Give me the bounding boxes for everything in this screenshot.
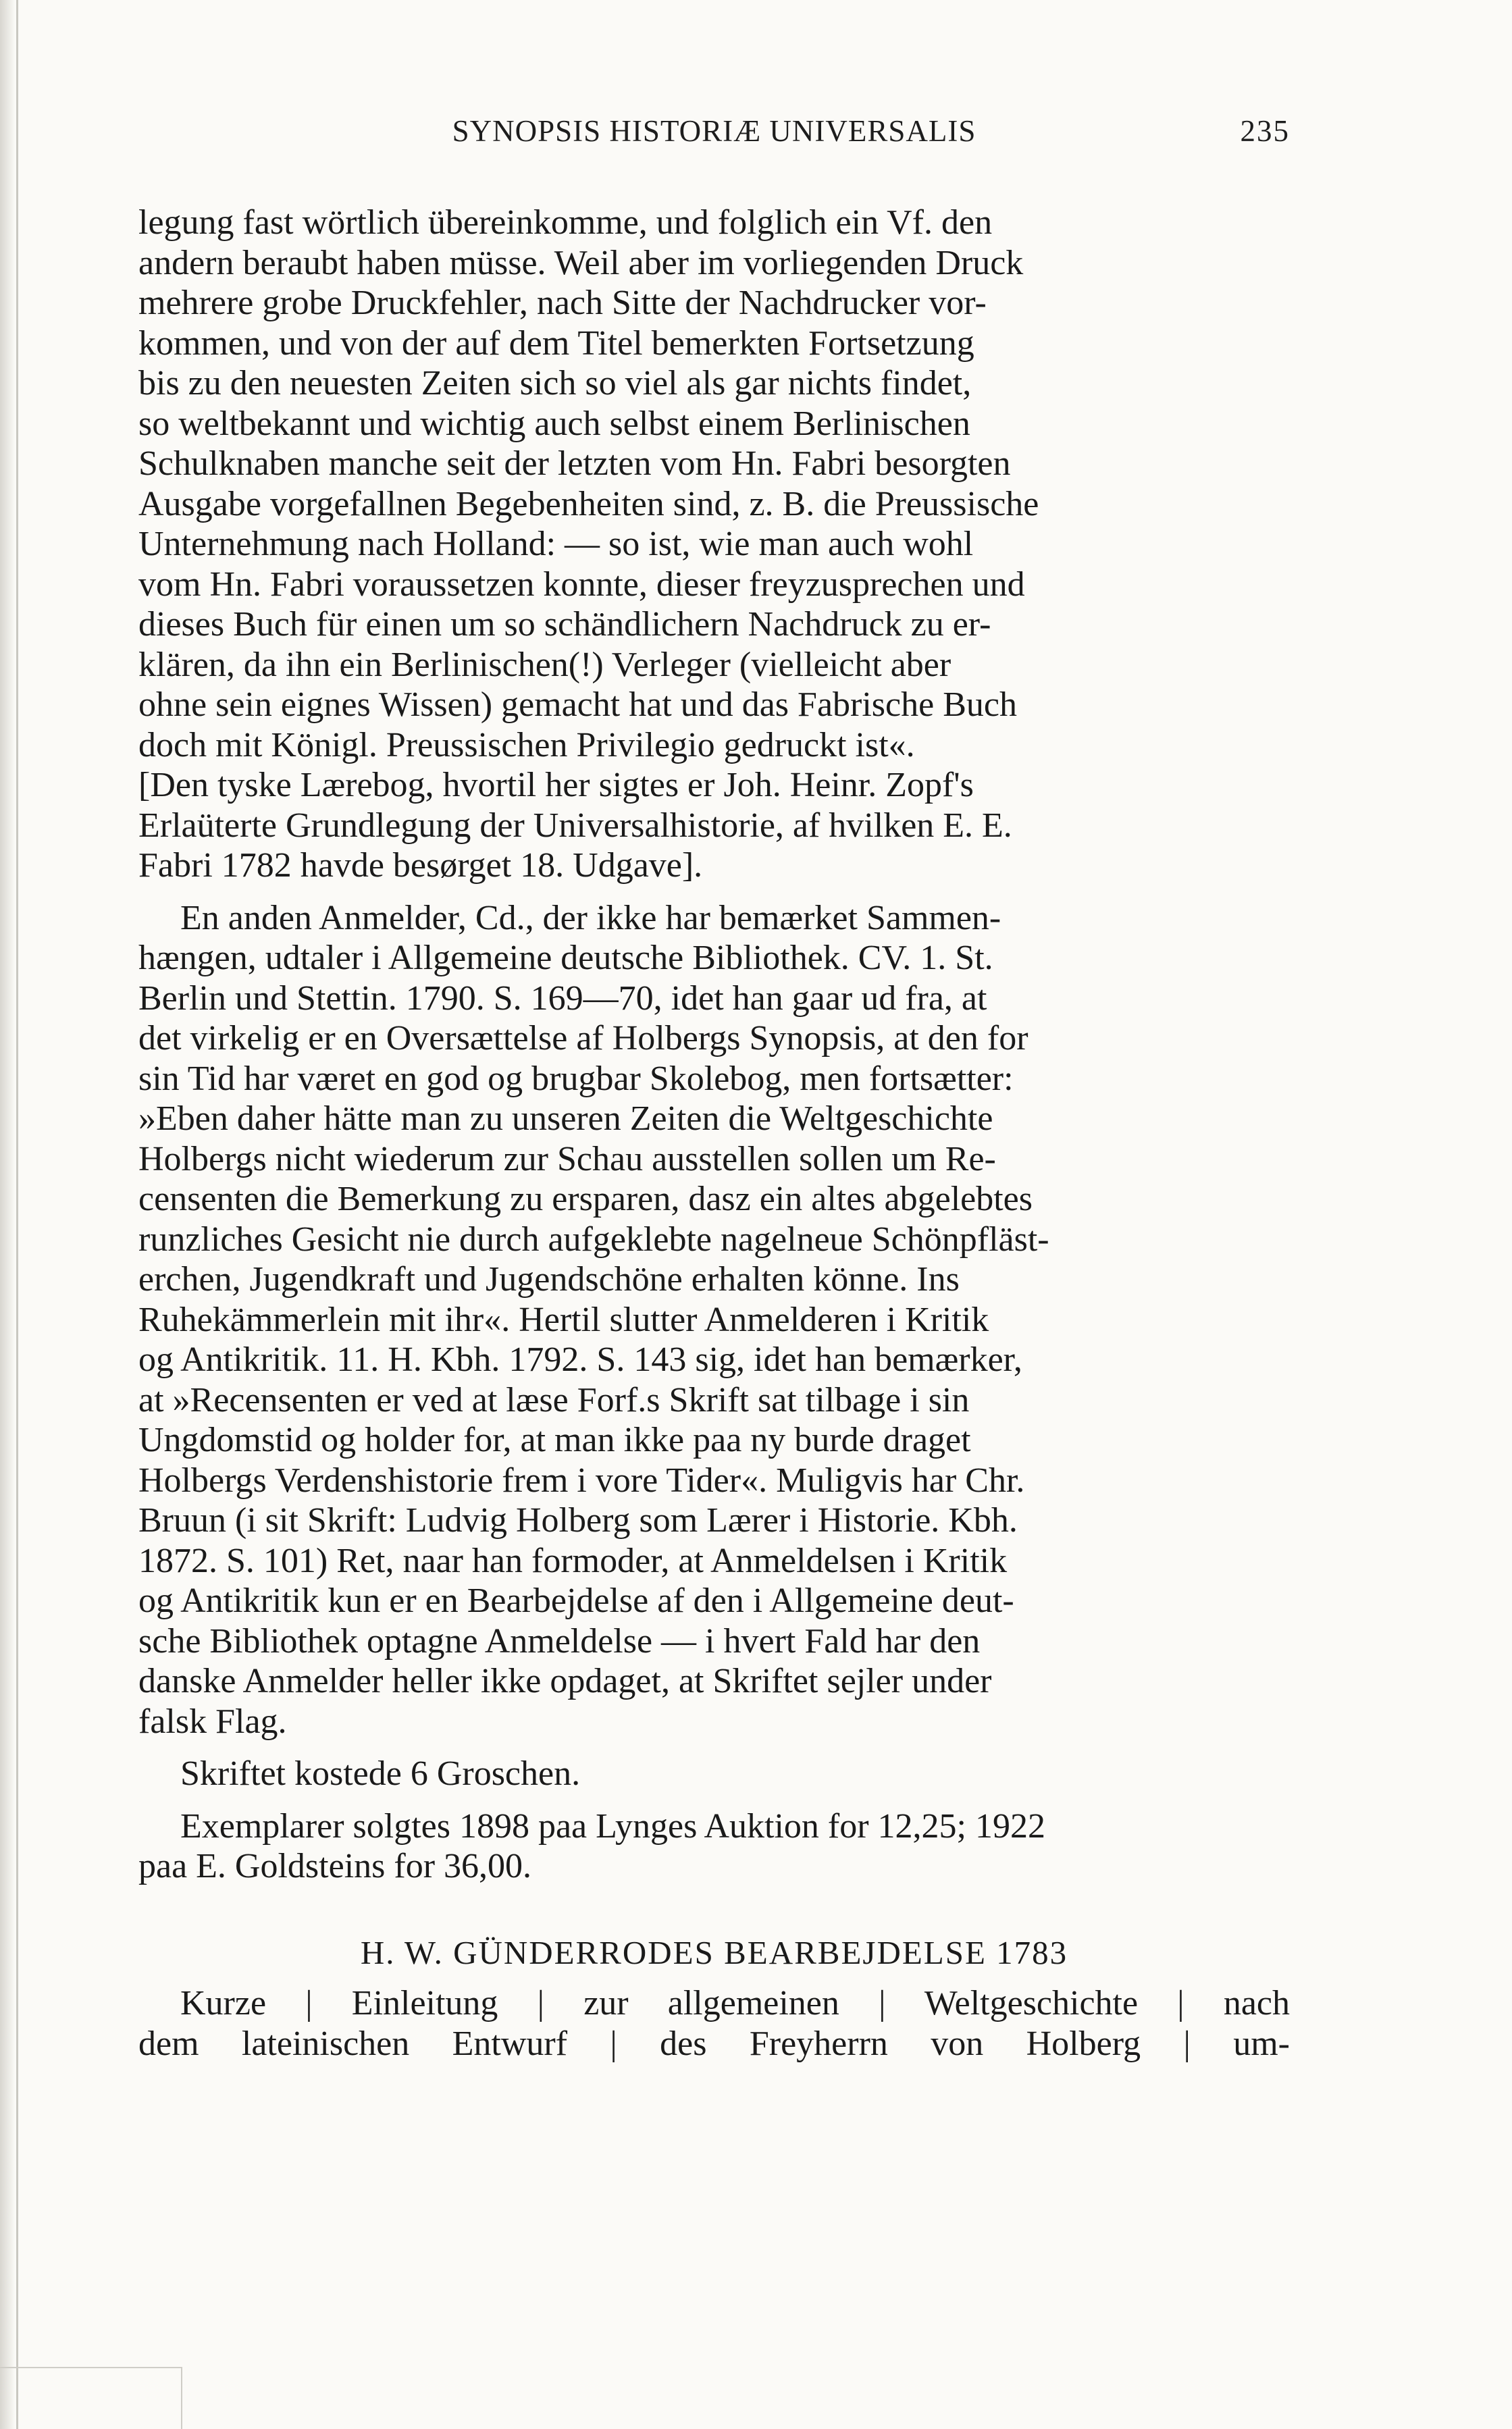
text-line: sin Tid har været en god og brugbar Skolebog, men fortsætter: [138, 1059, 1014, 1098]
text-line: Berlin und Stettin. 1790. S. 169—70, idet han gaar ud fra, at [138, 978, 987, 1018]
text-line: so weltbekannt und wichtig auch selbst einem Berlinischen [138, 404, 970, 443]
text-line: Ungdomstid og holder for, at man ikke paa ny burde draget [138, 1421, 971, 1459]
text-line: klären, da ihn ein Berlinischen(!) Verleger (vielleicht aber [138, 645, 951, 684]
section-heading: H. W. GÜNDERRODES BEARBEJDELSE 1783 [360, 1933, 1068, 1971]
text-line: [Den tyske Lærebog, hvortil her sigtes er Joh. Heinr. Zopf's [138, 766, 974, 804]
text-line: Holbergs nicht wiederum zur Schau ausstellen sollen um Re- [138, 1139, 996, 1178]
text-line: og Antikritik kun er en Bearbejdelse af den i Allgemeine deut- [138, 1582, 1014, 1620]
text-line: 1872. S. 101) Ret, naar han formoder, at Anmeldelsen i Kritik [138, 1541, 1008, 1580]
text-line: doch mit Königl. Preussischen Privilegio gedruckt ist«. [138, 725, 915, 764]
text-line: Skriftet kostede 6 Groschen. [180, 1754, 581, 1793]
text-line: Schulknaben manche seit der letzten vom Hn. Fabri besorgten [138, 444, 1011, 483]
text-line: legung fast wörtlich übereinkomme, und folglich ein Vf. den [138, 203, 993, 242]
text-line: censenten die Bemerkung zu ersparen, dasz ein altes abgelebtes [138, 1180, 1033, 1218]
text-line: at »Recensenten er ved at læse Forf.s Skrift sat tilbage i sin [138, 1380, 970, 1419]
text-line: ohne sein eignes Wissen) gemacht hat und das Fabrische Buch [138, 685, 1017, 724]
text-line: Bruun (i sit Skrift: Ludvig Holberg som Lærer i Historie. Kbh. [138, 1501, 1018, 1540]
text-line: falsk Flag. [138, 1702, 287, 1741]
text-line: dieses Buch für einen um so schändlichern Nachdruck zu er- [138, 605, 991, 644]
text-line: »Eben daher hätte man zu unseren Zeiten die Weltgeschichte [138, 1099, 993, 1138]
text-line: mehrere grobe Druckfehler, nach Sitte der Nachdrucker vor- [138, 284, 987, 322]
binding-edge [0, 0, 15, 2429]
text-line: danske Anmelder heller ikke opdaget, at Skriftet sejler under [138, 1662, 992, 1700]
text-line: Unternehmung nach Holland: — so ist, wie man auch wohl [138, 525, 974, 563]
paragraph-zopf-review [138, 203, 1290, 886]
text-line: paa E. Goldsteins for 36,00. [138, 1847, 532, 1885]
running-head [138, 113, 1290, 161]
text-line: Fabri 1782 havde besørget 18. Udgave]. [138, 846, 703, 885]
paragraph-price [138, 1754, 1290, 1794]
page-number: 235 [1240, 114, 1290, 148]
paragraph-second-reviewer [138, 898, 1290, 1742]
text-line: andern beraubt haben müsse. Weil aber im vorliegenden Druck [138, 243, 1024, 282]
text-line: Kurze | Einleitung | zur allgemeinen | Weltgeschichte | nach [180, 1984, 1290, 2022]
text-line: Exemplarer solgtes 1898 paa Lynges Auktion for 12,25; 1922 [180, 1806, 1046, 1846]
running-title: SYNOPSIS HISTORIÆ UNIVERSALIS [452, 114, 976, 148]
text-line: erchen, Jugendkraft und Jugendschöne erhalten könne. Ins [138, 1260, 960, 1299]
paragraph-title-description [138, 1983, 1290, 2064]
text-line: Ausgabe vorgefallnen Begebenheiten sind, z. B. die Preussische [138, 484, 1039, 523]
text-line: sche Bibliothek optagne Anmeldelse — i hvert Fald har den [138, 1621, 981, 1661]
text-line: Ruhekämmerlein mit ihr«. Hertil slutter Anmelderen i Kritik [138, 1300, 989, 1339]
text-line: det virkelig er en Oversættelse af Holbergs Synopsis, at den for [138, 1019, 1028, 1057]
text-line: Erlaüterte Grundlegung der Universalhistorie, af hvilken E. E. [138, 806, 1012, 845]
text-line: En anden Anmelder, Cd., der ikke har bemærket Sammen- [180, 898, 1001, 937]
scan-corner-mark [0, 2367, 182, 2429]
binding-line [16, 0, 18, 2429]
text-line: Holbergs Verdenshistorie frem i vore Tider«. Muligvis har Chr. [138, 1461, 1025, 1500]
text-line: dem lateinischen Entwurf | des Freyherrn von Holberg | um- [138, 2024, 1290, 2063]
paragraph-auction-sales [138, 1806, 1290, 1887]
text-line: bis zu den neuesten Zeiten sich so viel als gar nichts findet, [138, 364, 972, 402]
text-line: runzliches Gesicht nie durch aufgeklebte nagelneue Schönpfläst- [138, 1220, 1049, 1259]
text-line: hængen, udtaler i Allgemeine deutsche Bibliothek. CV. 1. St. [138, 939, 993, 977]
text-line: kommen, und von der auf dem Titel bemerkten Fortsetzung [138, 323, 974, 363]
text-line: vom Hn. Fabri voraussetzen konnte, dieser freyzusprechen und [138, 565, 1025, 604]
text-line: og Antikritik. 11. H. Kbh. 1792. S. 143 sig, idet han bemærker, [138, 1340, 1022, 1379]
body-text [138, 203, 1290, 2064]
